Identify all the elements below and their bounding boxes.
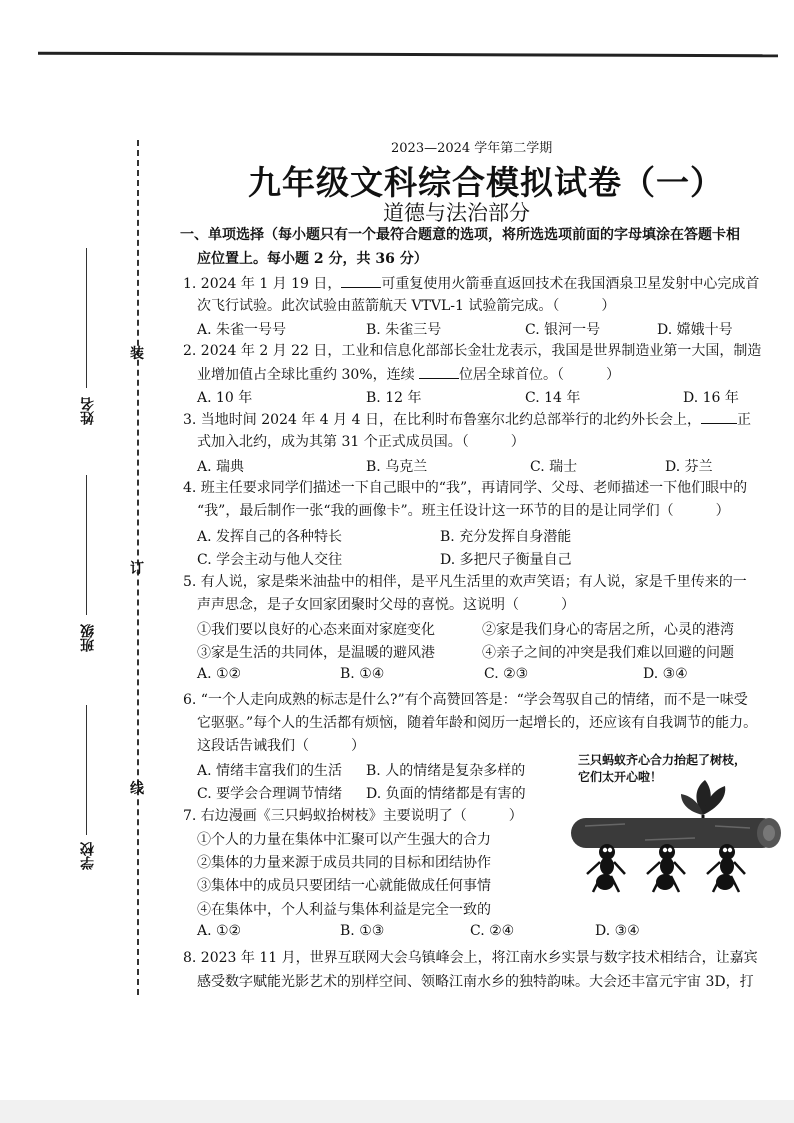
- page-title: 九年级文科综合模拟试卷（一）: [248, 163, 724, 202]
- question-4-option-b[interactable]: B. 充分发挥自身潜能: [440, 529, 572, 545]
- binding-mark-ding: 订: [130, 561, 144, 577]
- question-7-option-a[interactable]: A. ①②: [197, 923, 242, 939]
- question-5-option-a[interactable]: A. ①②: [197, 666, 242, 682]
- question-8-stem: 8. 2023 年 11 月，世界互联网大会乌镇峰会上，将江南水乡实景与数字技术相结合，让嘉宾: [183, 950, 758, 966]
- scan-bottom-edge: [0, 1100, 794, 1123]
- question-3-stem-cont: 式加入北约，成为其第 31 个正式成员国。（ ）: [197, 434, 525, 450]
- school-field-line[interactable]: [86, 705, 87, 835]
- question-6-option-a[interactable]: A. 情绪丰富我们的生活: [197, 763, 343, 779]
- class-field-label: 班级: [80, 624, 96, 652]
- question-3-option-c[interactable]: C. 瑞士: [530, 459, 578, 475]
- question-3-blank[interactable]: [701, 409, 737, 424]
- question-3-text-b: 正: [736, 412, 751, 428]
- question-1-stem: [183, 273, 759, 294]
- question-2-text-b: 位居全球首位。（ ）: [459, 367, 621, 383]
- question-4-stem-cont: “我”，最后制作一张“我的画像卡”。班主任设计这一环节的目的是让同学们（ ）: [197, 503, 730, 519]
- question-2-option-d[interactable]: D. 16 年: [683, 390, 739, 406]
- question-3-text-a: 3. 当地时间 2024 年 4 月 4 日，在比利时布鲁塞尔北约总部举行的北约外长会上，: [183, 412, 701, 428]
- question-5-statement-2: ②家是我们身心的寄居之所，心灵的港湾: [482, 622, 734, 638]
- question-4-stem: 4. 班主任要求同学们描述一下自己眼中的“我”，再请同学、父母、老师描述一下他们眼中的: [183, 480, 748, 496]
- question-1-option-c[interactable]: C. 银河一号: [525, 322, 601, 338]
- question-1-stem-cont: 次飞行试验。此次试验由蓝箭航天 VTVL-1 试验箭完成。（ ）: [197, 298, 616, 314]
- question-5-statement-1: ①我们要以良好的心态来面对家庭变化: [197, 622, 435, 638]
- question-6-stem-cont-2: 这段话告诫我们（ ）: [197, 738, 365, 754]
- section-heading: 一、单项选择（每小题只有一个最符合题意的选项，将所选选项前面的字母填涂在答题卡相: [180, 227, 740, 243]
- school-field-label: 学校: [80, 842, 96, 870]
- question-1-option-d[interactable]: D. 嫦娥十号: [657, 322, 733, 338]
- question-3-option-b[interactable]: B. 乌克兰: [366, 459, 428, 475]
- question-5-stem: 5. 有人说，家是柴米油盐中的相伴，是平凡生活里的欢声笑语；有人说，家是千里传来的一: [183, 574, 747, 590]
- cartoon-caption-line-1: 三只蚂蚁齐心合力抬起了树枝，: [578, 753, 747, 767]
- question-2-text-a: 业增加值占全球比重约 30%，连续: [197, 367, 415, 383]
- question-7-option-b[interactable]: B. ①③: [340, 923, 385, 939]
- question-6-option-b[interactable]: B. 人的情绪是复杂多样的: [366, 763, 526, 779]
- question-3-option-a[interactable]: A. 瑞典: [197, 459, 245, 475]
- question-1-text-b: 可重复使用火箭垂直返回技术在我国酒泉卫星发射中心完成首: [381, 276, 760, 292]
- question-6-option-c[interactable]: C. 要学会合理调节情绪: [197, 786, 343, 802]
- question-5-option-b[interactable]: B. ①④: [340, 666, 385, 682]
- question-4-option-a[interactable]: A. 发挥自己的各种特长: [197, 529, 343, 545]
- name-field-line[interactable]: [86, 248, 87, 388]
- question-7-statement-3: ③集体中的成员只要团结一心就能做成任何事情: [197, 878, 491, 894]
- question-2-option-a[interactable]: A. 10 年: [197, 390, 253, 406]
- question-5-statement-3: ③家是生活的共同体，是温暖的避风港: [197, 645, 435, 661]
- question-7-option-c[interactable]: C. ②④: [470, 923, 515, 939]
- question-5-option-d[interactable]: D. ③④: [643, 666, 688, 682]
- question-6-option-d[interactable]: D. 负面的情绪都是有害的: [366, 786, 526, 802]
- question-2-option-b[interactable]: B. 12 年: [366, 390, 422, 406]
- name-field-label: 姓名: [80, 397, 96, 425]
- question-7-statement-2: ②集体的力量来源于成员共同的目标和团结协作: [197, 855, 491, 871]
- question-7-option-d[interactable]: D. ③④: [595, 923, 640, 939]
- question-1-option-b[interactable]: B. 朱雀三号: [366, 322, 442, 338]
- question-1-text-a: 1. 2024 年 1 月 19 日，: [183, 276, 342, 292]
- cartoon-caption-line-2: 它们太开心啦！: [578, 770, 663, 784]
- class-field-line[interactable]: [86, 475, 87, 615]
- question-4-option-d[interactable]: D. 多把尺子衡量自己: [440, 552, 572, 568]
- question-2-stem: 2. 2024 年 2 月 22 日，工业和信息化部部长金壮龙表示，我国是世界制造业第一大国，制造: [183, 343, 762, 359]
- question-5-statement-4: ④亲子之间的冲突是我们难以回避的问题: [482, 645, 734, 661]
- question-3-option-d[interactable]: D. 芬兰: [665, 459, 713, 475]
- ant-cartoon-image: [565, 770, 787, 895]
- question-2-stem-cont: [197, 364, 620, 385]
- question-6-stem: 6. “一个人走向成熟的标志是什么?”有个高赞回答是：“学会驾驭自己的情绪，而不是一味受: [183, 692, 748, 708]
- top-rule: [38, 52, 778, 58]
- question-6-stem-cont: 它驱驱。”每个人的生活都有烦恼，随着年龄和阅历一起增长的，还应该有自我调节的能力。: [197, 715, 758, 731]
- binding-mark-xian: 线: [130, 781, 144, 797]
- question-3-stem: [183, 409, 751, 430]
- question-5-option-c[interactable]: C. ②③: [484, 666, 529, 682]
- question-1-option-a[interactable]: A. 朱雀一号号: [197, 322, 287, 338]
- binding-mark-zhuang: 装: [130, 346, 144, 362]
- question-5-stem-cont: 声声思念，是子女回家团聚时父母的喜悦。这说明（ ）: [197, 597, 575, 613]
- question-7-statement-4: ④在集体中，个人利益与集体利益是完全一致的: [197, 902, 491, 918]
- question-7-statement-1: ①个人的力量在集体中汇聚可以产生强大的合力: [197, 832, 491, 848]
- question-8-stem-cont: 感受数字赋能光影艺术的别样空间、领略江南水乡的独特韵味。大会还丰富元宇宙 3D，打: [197, 974, 754, 990]
- question-1-blank[interactable]: [341, 273, 381, 288]
- question-7-stem: 7. 右边漫画《三只蚂蚁抬树枝》主要说明了（ ）: [183, 808, 523, 824]
- term-label: 2023—2024 学年第二学期: [391, 141, 553, 156]
- question-4-option-c[interactable]: C. 学会主动与他人交往: [197, 552, 343, 568]
- section-heading-cont: 应位置上。每小题 2 分，共 36 分）: [197, 251, 428, 267]
- question-2-blank[interactable]: [419, 364, 459, 379]
- page-subtitle: 道德与法治部分: [383, 201, 530, 225]
- question-2-option-c[interactable]: C. 14 年: [525, 390, 581, 406]
